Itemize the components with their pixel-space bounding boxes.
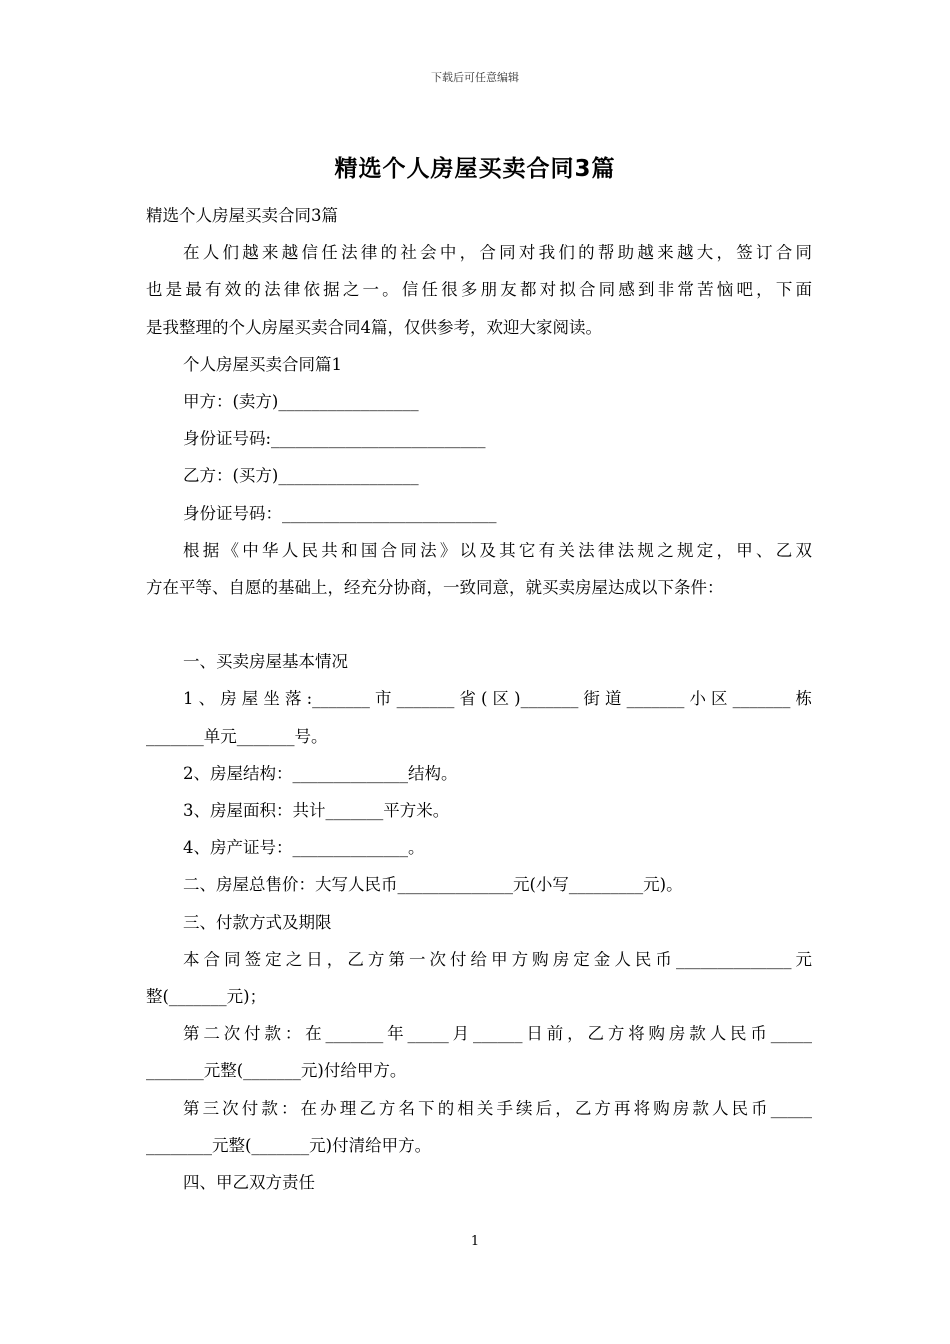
payment-2-line-2: _______元整(_______元)付给甲方。 <box>146 1061 407 1081</box>
payment-3-line-2: ________元整(_______元)付清给甲方。 <box>146 1135 432 1155</box>
id-number-a-line: 身份证号码:__________________________ <box>183 429 486 449</box>
page-header-note: 下载后可任意编辑 <box>431 71 519 84</box>
clause-4-title: 四、甲乙双方责任 <box>183 1172 315 1192</box>
clause-3-title: 三、付款方式及期限 <box>183 912 332 932</box>
id-number-b-line: 身份证号码：__________________________ <box>183 503 497 523</box>
document-title: 精选个人房屋买卖合同3篇 <box>334 156 616 182</box>
clause-2: 二、房屋总售价：大写人民币______________元(小写_________元)。 <box>183 875 683 895</box>
clause-1-title: 一、买卖房屋基本情况 <box>183 652 348 672</box>
basis-line-1: 根据《中华人民共和国合同法》以及其它有关法律法规之规定，甲、乙双 <box>183 540 812 560</box>
clause-1-item-2: 2、房屋结构：______________结构。 <box>183 763 458 783</box>
basis-line-2: 方在平等、自愿的基础上，经充分协商，一致同意，就买卖房屋达成以下条件： <box>146 577 724 597</box>
paragraph-spacer <box>146 606 812 643</box>
party-a-line: 甲方：(卖方)_________________ <box>183 391 419 411</box>
payment-1-line-2: 整(_______元)； <box>146 986 267 1006</box>
section-title: 个人房屋买卖合同篇1 <box>183 354 342 374</box>
page-number: 1 <box>470 1234 480 1249</box>
document-subtitle: 精选个人房屋买卖合同3篇 <box>146 206 338 225</box>
intro-line-3: 是我整理的个人房屋买卖合同4篇，仅供参考，欢迎大家阅读。 <box>146 317 602 337</box>
clause-1-item-4: 4、房产证号：______________。 <box>183 838 425 858</box>
intro-line-1: 在人们越来越信任法律的社会中，合同对我们的帮助越来越大，签订合同 <box>183 243 812 263</box>
intro-line-2: 也是最有效的法律依据之一。信任很多朋友都对拟合同感到非常苦恼吧，下面 <box>146 280 812 300</box>
payment-2-line-1: 第二次付款：在_______年_____月______日前，乙方将购房款人民币_____ <box>183 1024 812 1044</box>
payment-1-line-1: 本合同签定之日，乙方第一次付给甲方购房定金人民币______________元 <box>183 949 812 969</box>
clause-1-item-1-line-2: _______单元_______号。 <box>146 726 328 746</box>
clause-1-item-1-line-1: 1、房屋坐落:_______市_______省(区)_______街道_______小区_______栋 <box>183 689 812 709</box>
document-body <box>146 197 812 1201</box>
payment-3-line-1: 第三次付款：在办理乙方名下的相关手续后，乙方再将购房款人民币_____ <box>183 1098 812 1118</box>
clause-1-item-3: 3、房屋面积：共计_______平方米。 <box>183 801 450 820</box>
party-b-line: 乙方：(买方)_________________ <box>183 466 419 486</box>
